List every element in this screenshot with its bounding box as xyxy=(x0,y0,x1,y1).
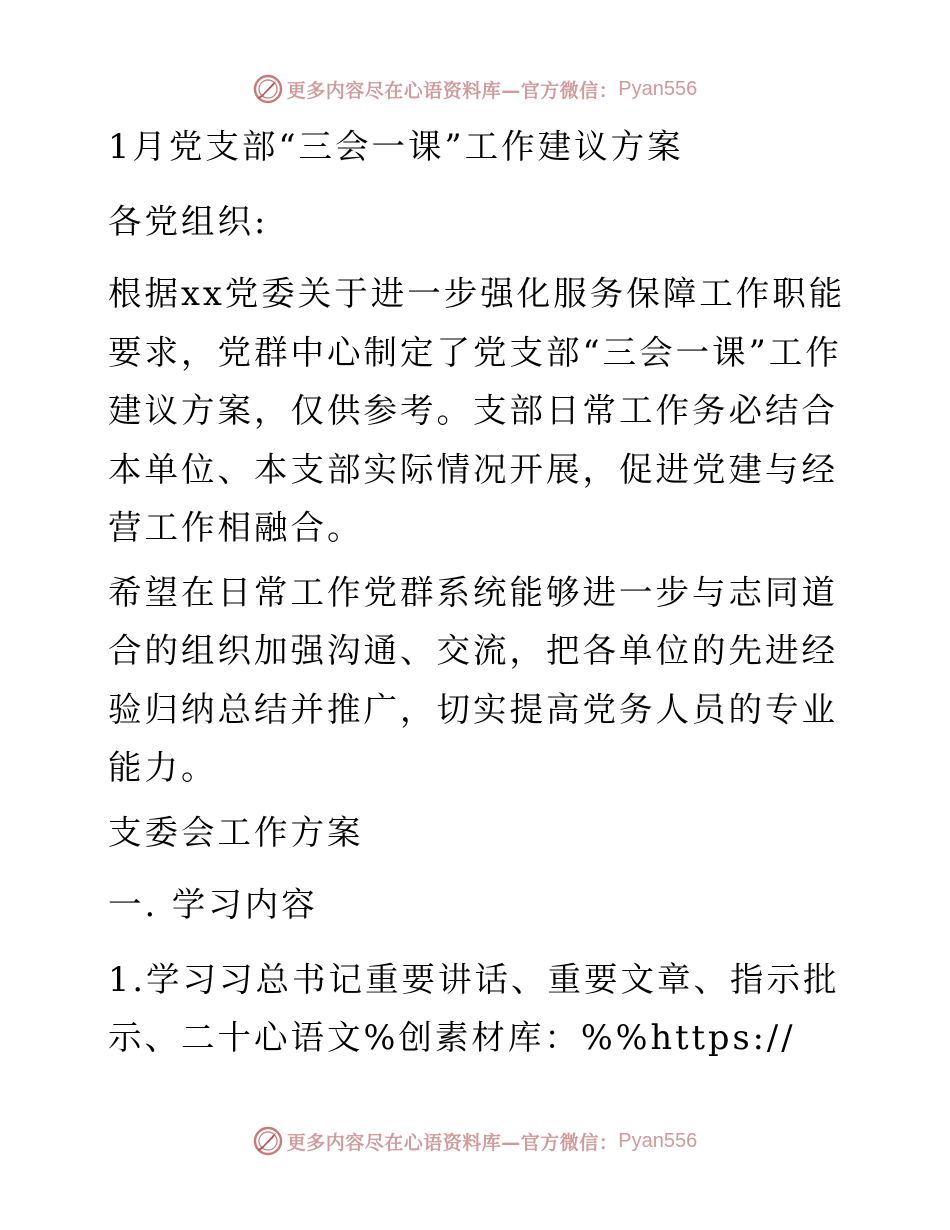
quill-seal-icon xyxy=(253,74,283,104)
document-body xyxy=(98,118,858,1068)
paragraph-hope: 希望在日常工作党群系统能够进一步与志同道合的组织加强沟通、交流，把各单位的先进经验归纳总结并推广，切实提高党务人员的专业能力。 xyxy=(108,572,838,787)
footer-watermark xyxy=(0,1121,950,1161)
watermark-text: 更多内容尽在心语资料库—官方微信： xyxy=(286,79,619,102)
watermark-text: 更多内容尽在心语资料库—官方微信： xyxy=(286,1131,619,1154)
header-watermark xyxy=(0,69,950,109)
quill-seal-icon xyxy=(253,1126,283,1156)
section-heading: 支委会工作方案 xyxy=(108,812,364,852)
paragraph-intro: 根据xx党委关于进一步强化服务保障工作职能要求，党群中心制定了党支部“三会一课”工作建议方案，仅供参考。支部日常工作务必结合本单位、本支部实际情况开展，促进党建与经营工作相融合。 xyxy=(108,274,846,547)
watermark-wechat-id: Pyan556 xyxy=(618,1129,698,1152)
list-item: 1.学习习总书记重要讲话、重要文章、指示批示、二十心语文%创素材库：%%https:// xyxy=(108,959,840,1057)
salutation: 各党组织: xyxy=(108,201,269,241)
subsection-heading: 一. 学习内容 xyxy=(108,885,318,924)
watermark-wechat-id: Pyan556 xyxy=(618,77,698,100)
document-title: 1月党支部“三会一课”工作建议方案 xyxy=(108,127,684,166)
